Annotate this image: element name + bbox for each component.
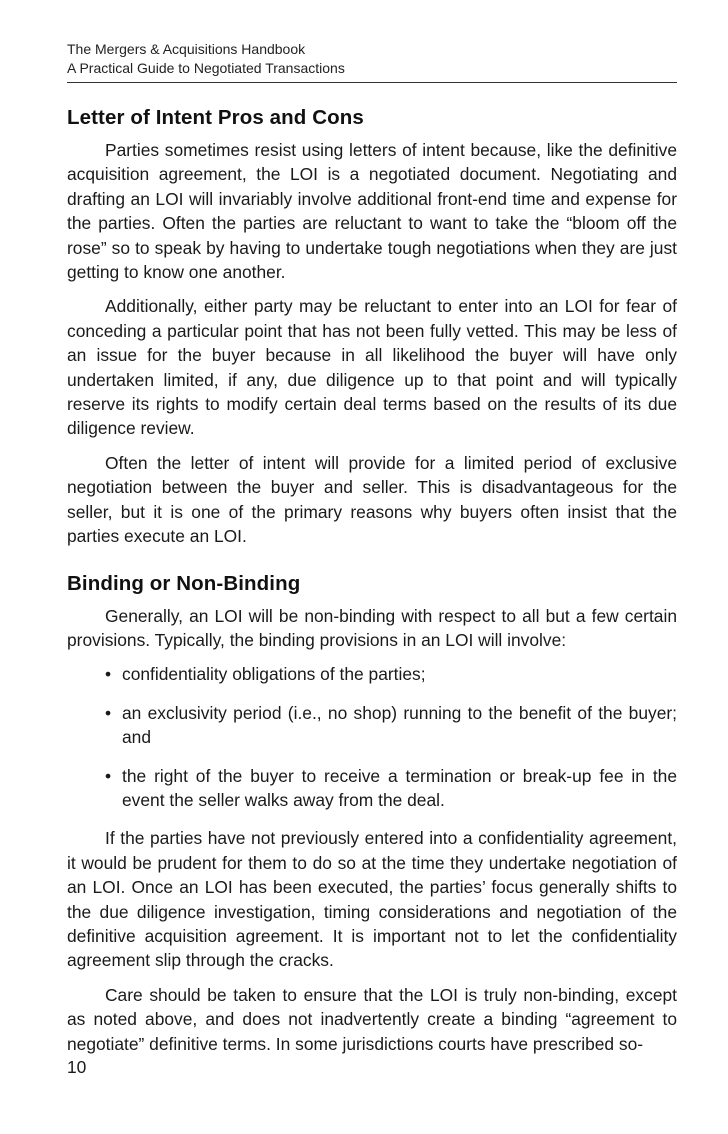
paragraph: Parties sometimes resist using letters of intent because, like the definitive acquisition agreement, the LOI is a negotiated document. Negotiating and drafting an LOI will invariably involve additional front-end time and expense for the parties. Often the parties are reluctant to want to take the “bloom off the rose” so to speak by having to undertake tough negotiations when they are just getting to know one another. [67, 140, 677, 283]
list-item [105, 764, 677, 813]
book-subtitle: A Practical Guide to Negotiated Transactions [67, 60, 345, 76]
bullet-list [67, 662, 677, 812]
book-page [67, 40, 677, 1066]
paragraph: If the parties have not previously entered into a confidentiality agreement, it would be prudent for them to do so at the time they undertake negotiation of an LOI. Once an LOI has been executed, the parties’ focus generally shifts to the due diligence investigation, timing considerations and negotiation of the definitive acquisition agreement. It is important not to let the confidentiality agreement slip through the cracks. [67, 828, 677, 971]
list-item-text: the right of the buyer to receive a termination or break-up fee in the event the seller walks away from the deal. [122, 765, 677, 810]
section-heading: Binding or Non-Binding [67, 571, 301, 595]
paragraph: Generally, an LOI will be non-binding with respect to all but a few certain provisions. Typically, the binding provisions in an LOI will involve: [67, 605, 677, 650]
running-head [67, 40, 677, 83]
list-item-text: confidentiality obligations of the parties; [122, 664, 426, 685]
paragraph: Care should be taken to ensure that the LOI is truly non-binding, except as noted above, and does not inadvertently create a binding “agreement to negotiate” definitive terms. In some jurisdictions courts have prescribed so- [67, 984, 677, 1054]
section-heading: Letter of Intent Pros and Cons [67, 106, 364, 129]
list-item [105, 701, 677, 750]
bullet-icon: • [105, 765, 112, 786]
paragraph: Additionally, either party may be reluctant to enter into an LOI for fear of conceding a particular point that has not been fully vetted. This may be less of an issue for the buyer because in all likelihood the buyer will have only undertaken limited, if any, due diligence up to that point and will typically reserve its rights to modify certain deal terms based on the results of its due diligence review. [67, 296, 677, 439]
page-number: 10 [67, 1057, 87, 1077]
section-binding [67, 571, 677, 1057]
paragraph: Often the letter of intent will provide for a limited period of exclusive negotiation between the buyer and seller. This is disadvantageous for the seller, but it is one of the primary reasons why buyers often insist that the parties execute an LOI. [67, 452, 677, 547]
list-item [105, 662, 677, 686]
list-item-text: an exclusivity period (i.e., no shop) running to the benefit of the buyer; and [122, 702, 677, 748]
section-pros-cons [67, 105, 677, 549]
book-title: The Mergers & Acquisitions Handbook [67, 41, 306, 57]
bullet-icon: • [105, 702, 112, 723]
bullet-icon: • [105, 664, 112, 685]
